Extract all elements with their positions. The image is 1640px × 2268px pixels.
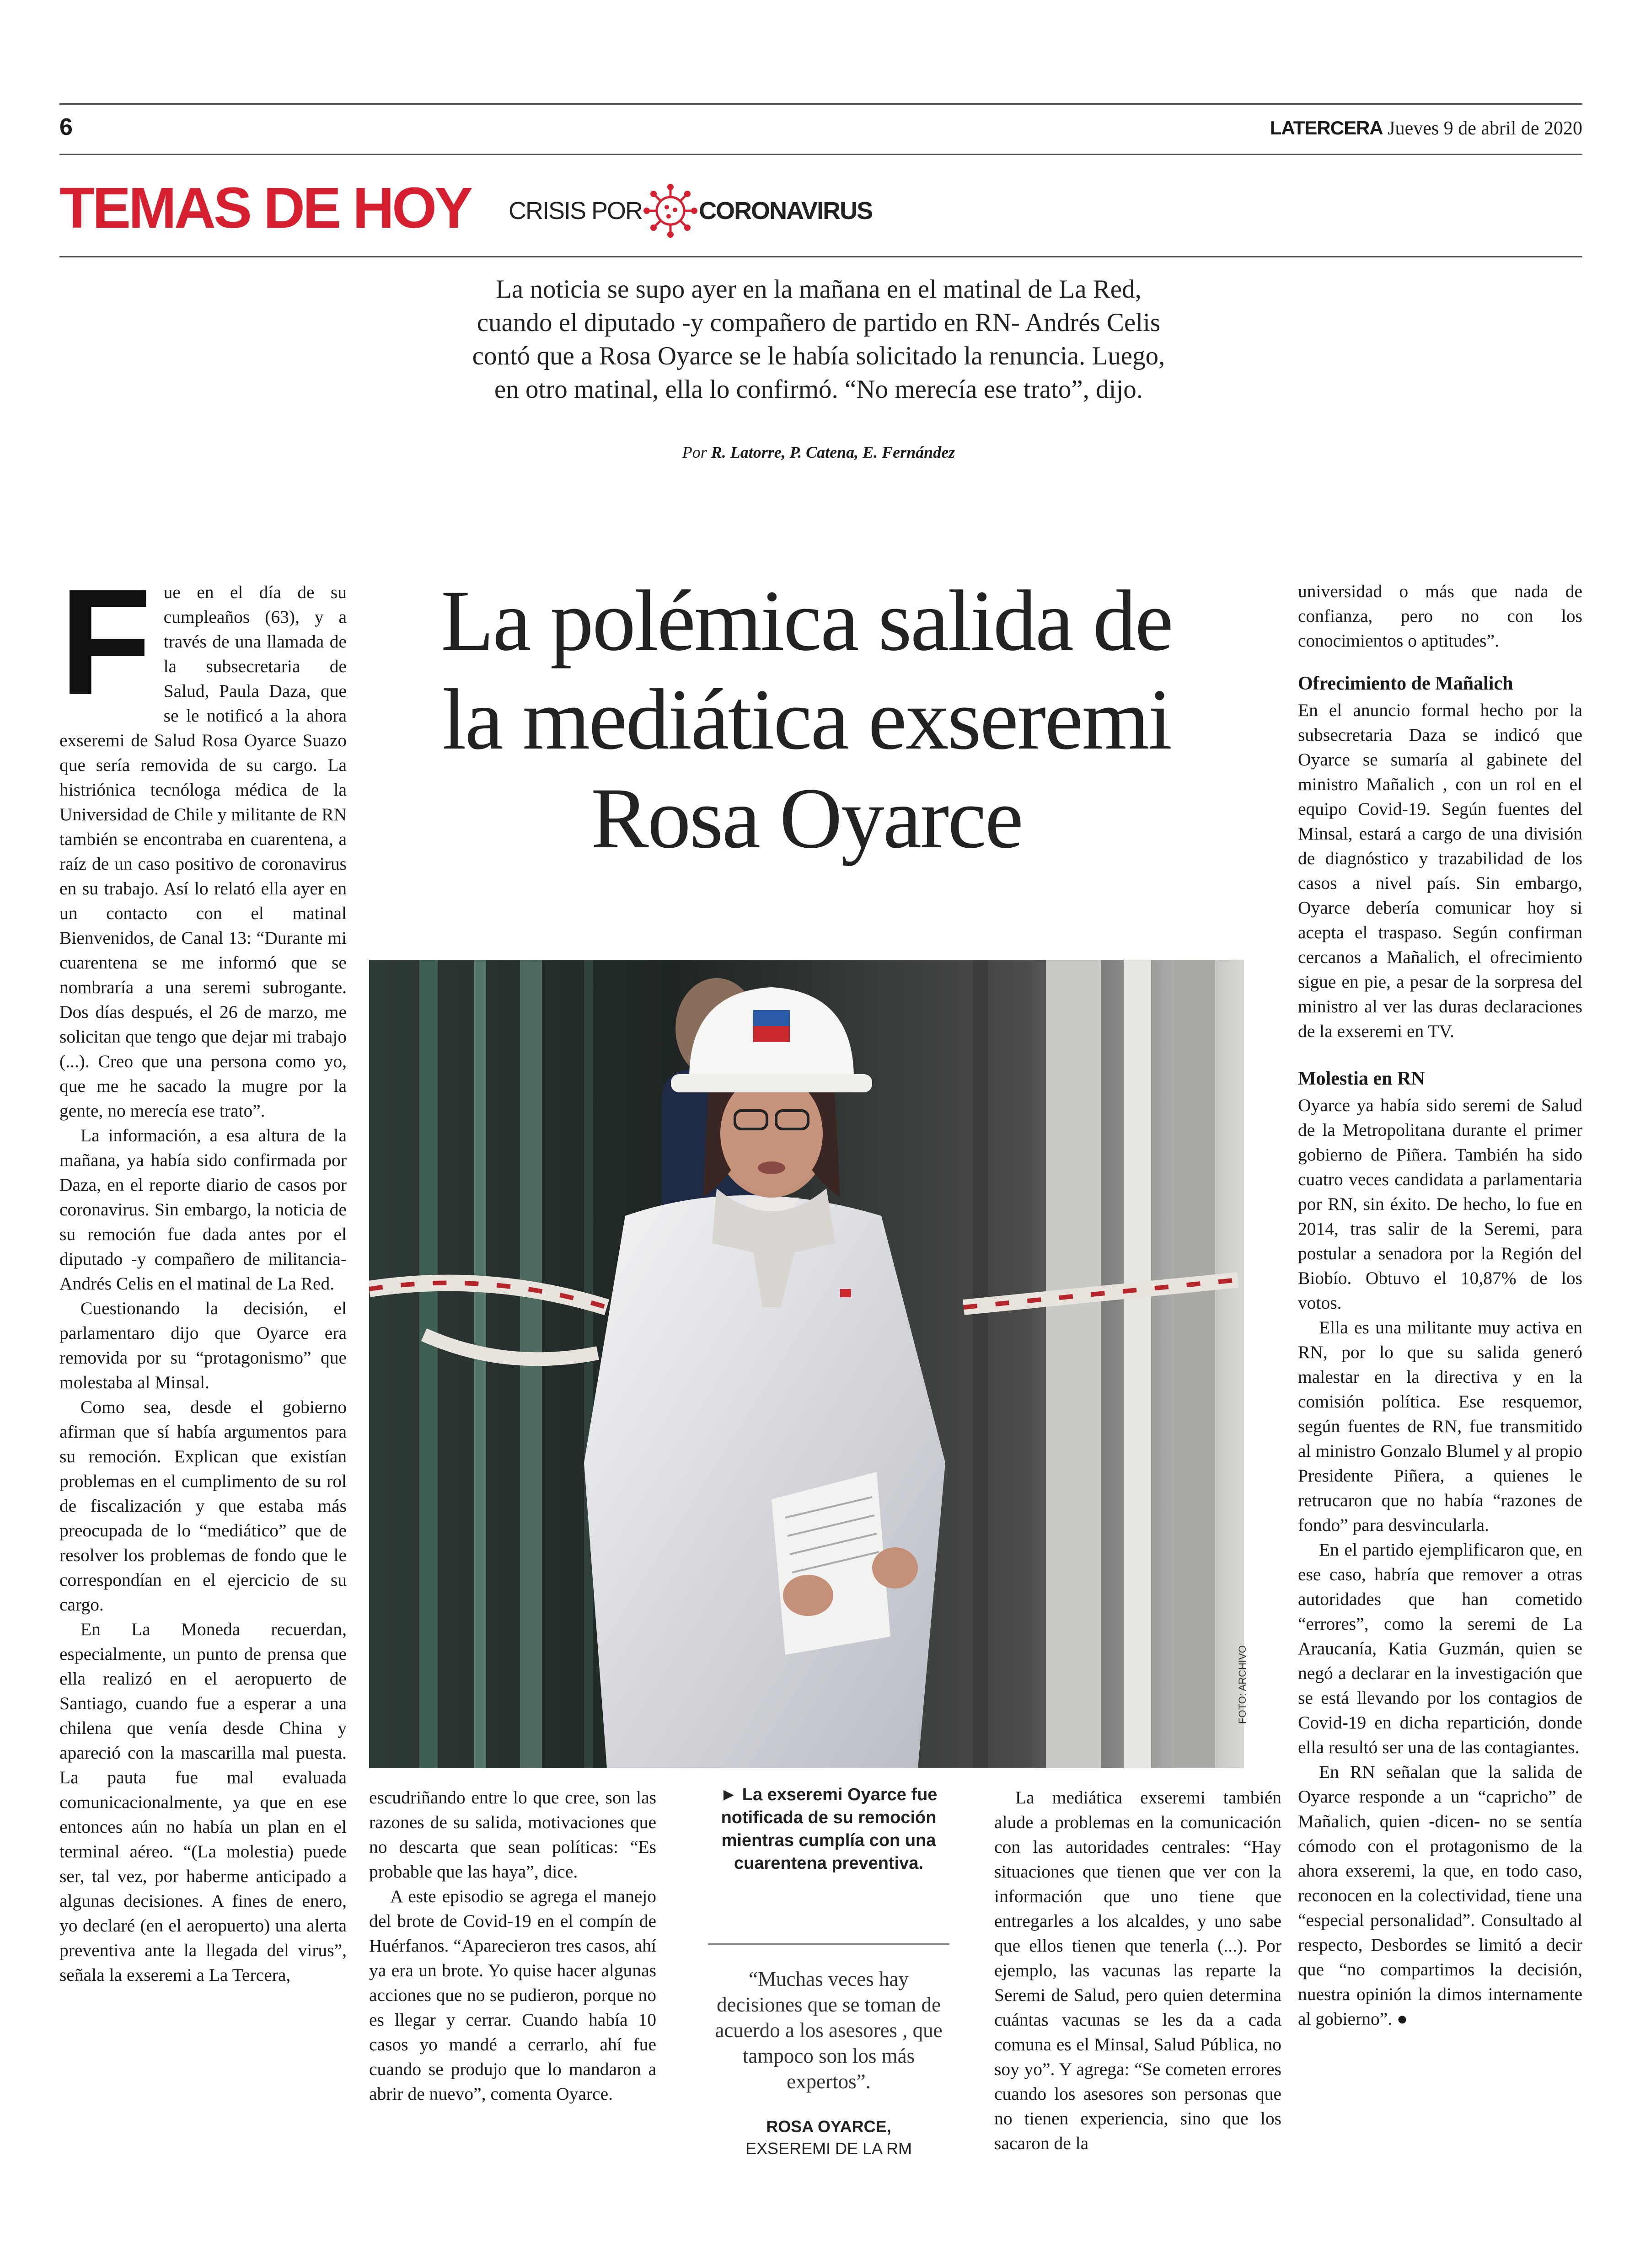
tag-prefix: CRISIS POR <box>509 197 643 225</box>
photo-caption <box>708 1783 949 1875</box>
lead-paragraph <box>357 273 1281 406</box>
page-number: 6 <box>59 114 73 140</box>
paragraph-text: En RN señalan que la salida de Oyarce responde a un “capricho” de Mañalich, quien -dicen- no se sentía cómodo con el protagonismo de la ahora exseremi, la que, en todo caso, reconocen en la colectividad, tiene una “especial personalidad”. Consultado al respecto, Desbordes se limitó a decir que “no compartimos la decisión, nuestra opinión la dimos internamente al gobierno”. <box>1298 1762 1582 2029</box>
lead-line: cuando el diputado -y compañero de partido en RN- Andrés Celis <box>477 308 1161 337</box>
caption-marker: ► <box>720 1785 738 1804</box>
article-paragraph: universidad o más que nada de confianza, pero no con los conocimientos o aptitudes”. <box>1298 581 1582 651</box>
pull-quote-rule <box>708 1943 949 1945</box>
subheading: Ofrecimiento de Mañalich <box>1298 673 1513 694</box>
section-tag <box>509 190 872 231</box>
article-column-1 <box>59 557 347 1987</box>
article-paragraph: escudriñando entre lo que cree, son las razones de su salida, motivaciones que no descarta que sean políticas: “Es probable que las haya”, dice. <box>369 1787 656 1882</box>
article-column-5 <box>1298 579 1582 2031</box>
article-paragraph: A este episodio se agrega el manejo del brote de Covid-19 en el compín de Huérfanos. “Aparecieron tres casos, ahí ya era un brote. Yo quise hacer algunas acciones que no se pudieron, porque no es llegar y cerrar. Cuando había 10 casos yo mandé a cerrarlo, ahí fue cuando se produjo que lo mandaron a abrir de nuevo”, comenta Oyarce. <box>369 1886 656 2104</box>
article-paragraph: En La Moneda recuerdan, especialmente, un punto de prensa que ella realizó en el aeropuerto de Santiago, cuando fue a esperar a una chilena que venía desde China y apareció con la mascarilla mal puesta. La pauta fue mal evaluada comunicacionalmente, ya que en ese entonces aún no había un plan en el terminal aéreo. “(La molestia) puede ser, tal vez, por haberme anticipado a algunas decisiones. A fines de enero, yo declaré (en el aeropuerto) una alerta preventiva ante la llegada del virus”, señala la exseremi a La Tercera, <box>59 1619 347 1985</box>
article-paragraph: Oyarce ya había sido seremi de Salud de la Metropolitana durante el primer gobierno de Piñera. También ha sido cuatro veces candidata a parlamentaria por RN, sin éxito. De hecho, lo fue en 2014, tras salir de la Seremi, para postular a senadora por la Región del Biobío. Obtuvo el 10,87% de los votos. <box>1298 1095 1582 1313</box>
article-paragraph <box>59 557 347 1123</box>
article-paragraph: Ella es una militante muy activa en RN, por lo que su salida generó malestar en la directiva y en la comisión política. Ese resquemor, según fuentes de RN, fue transmitido al ministro Gonzalo Blumel y al propio Presidente Piñera, a quienes le retrucaron que no había “razones de fondo” para desvincularla. <box>1298 1317 1582 1535</box>
byline-authors: R. Latorre, P. Catena, E. Fernández <box>711 443 955 461</box>
headline-line: la mediática exseremi <box>442 672 1171 768</box>
photo-credit: FOTO: ARCHIVO <box>1237 1645 1248 1724</box>
article-photo <box>369 960 1244 1768</box>
article-paragraph: Cuestionando la decisión, el parlamentaro dijo que Oyarce era removida por su “protagonismo” que molestaba al Minsal. <box>59 1298 347 1392</box>
drop-cap: F <box>59 557 152 726</box>
tag-main: CORONAVIRUS <box>699 197 873 225</box>
article-paragraph: En el partido ejemplificaron que, en ese caso, habría que remover a otras autoridades que han cometido “errores”, como la seremi de La Araucanía, Katia Guzmán, quien se negó a declarar en la investigación que se está llevando por los contagios de Covid-19 en dicha repartición, donde ella resultó ser una de las contagiantes. <box>1298 1540 1582 1757</box>
headline-line: Rosa Oyarce <box>591 770 1022 867</box>
lead-line: La noticia se supo ayer en la mañana en el matinal de La Red, <box>496 275 1142 304</box>
byline-prefix: Por <box>682 443 707 461</box>
end-mark: ● <box>1397 2009 1408 2029</box>
masthead <box>1270 115 1582 141</box>
headline-line: La polémica salida de <box>441 573 1172 669</box>
article-paragraph: En el anuncio formal hecho por la subsecretaria Daza se indicó que Oyarce se sumaría al gabinete del ministro Mañalich , con un rol en el equipo Covid-19. Según fuentes del Minsal, estará a cargo de una división de diagnóstico y trazabilidad de los casos a nivel país. Sin embargo, Oyarce debería comunicar hoy si acepta el traspaso. Según confirman cercanos a Mañalich, el ofrecimiento sigue en pie, a pesar de la sorpresa del ministro al ver las duras declaraciones de la exseremi en TV. <box>1298 700 1582 1041</box>
pull-quote-title: EXSEREMI DE LA RM <box>745 2139 912 2158</box>
pull-quote: “Muchas veces hay decisiones que se toman de acuerdo a los asesores , que tampoco son los más expertos”. <box>715 1968 943 2093</box>
subheading: Molestia en RN <box>1298 1068 1425 1089</box>
article-paragraph: Como sea, desde el gobierno afirman que sí había argumentos para su remoción. Explican que existían problemas en el cumplimento de su rol de fiscalización y que estaba más preocupada de lo “mediático” que de resolver los problemas de fondo que le correspondían en el ejercicio de su cargo. <box>59 1397 347 1615</box>
virus-icon <box>643 183 698 238</box>
section-rule <box>59 256 1582 257</box>
article-paragraph: La información, a esa altura de la mañana, ya había sido confirmada por Daza, en el reporte diario de casos por coronavirus. Sin embargo, la noticia de su remoción fue dada antes por el diputado -y compañero de militancia- Andrés Celis en el matinal de La Red. <box>59 1125 347 1294</box>
article-paragraph: La mediática exseremi también alude a problemas en la comunicación con las autoridades centrales: “Hay situaciones que tienen que ver con la información que uno tiene que entregarles a los alcaldes, y uno sabe que ellos tienen que tenerla (...). Por ejemplo, las vacunas las reparte la Seremi de Salud, pero quien determina cuántas vacunas se les da a cada comuna es el Minsal, Salud Pública, no soy yo”. Y agrega: “Se cometen errores cuando los asesores son personas que no tienen experiencia, sino que los sacaron de la <box>994 1787 1281 2153</box>
top-rule <box>59 103 1582 105</box>
byline <box>357 441 1281 464</box>
section-name: TEMAS DE HOY <box>59 176 471 240</box>
header-rule <box>59 154 1582 155</box>
lead-line: contó que a Rosa Oyarce se le había solicitado la renuncia. Luego, <box>472 342 1165 370</box>
lead-line: en otro matinal, ella lo confirmó. “No merecía ese trato”, dijo. <box>494 375 1143 404</box>
pull-quote-name: ROSA OYARCE, <box>766 2117 891 2136</box>
article-column-2 <box>369 1785 656 2106</box>
article-column-4 <box>994 1785 1281 2156</box>
paper-name: LATERCERA <box>1270 117 1383 139</box>
paragraph-text: ue en el día de su cumpleaños (63), y a través de una llamada de la subsecretaria de Salud, Paula Daza, que se le notificó a la ahora exseremi de Salud Rosa Oyarce Suazo que sería removida de su cargo. La histriónica tecnóloga médica de la Universidad de Chile y militante de RN también se encontraba en cuarentena, a raíz de un caso positivo de coronavirus en su trabajo. Así lo relató ella ayer en un contacto con el matinal Bienvenidos, de Canal 13: “Durante mi cuarentena se me informó que se nombraría a una seremi subrogante. Dos días después, el 26 de marzo, me solicitan que tengo que dejar mi trabajo (...). Creo que una persona como yo, que me he sacado la mugre por la gente, no merecía ese trato”. <box>59 582 347 1121</box>
caption-text: La exseremi Oyarce fue notificada de su remoción mientras cumplía con una cuarentena preventiva. <box>721 1785 938 1873</box>
issue-date: Jueves 9 de abril de 2020 <box>1388 118 1582 139</box>
headline <box>369 572 1244 868</box>
article-paragraph <box>1298 1760 1582 2031</box>
